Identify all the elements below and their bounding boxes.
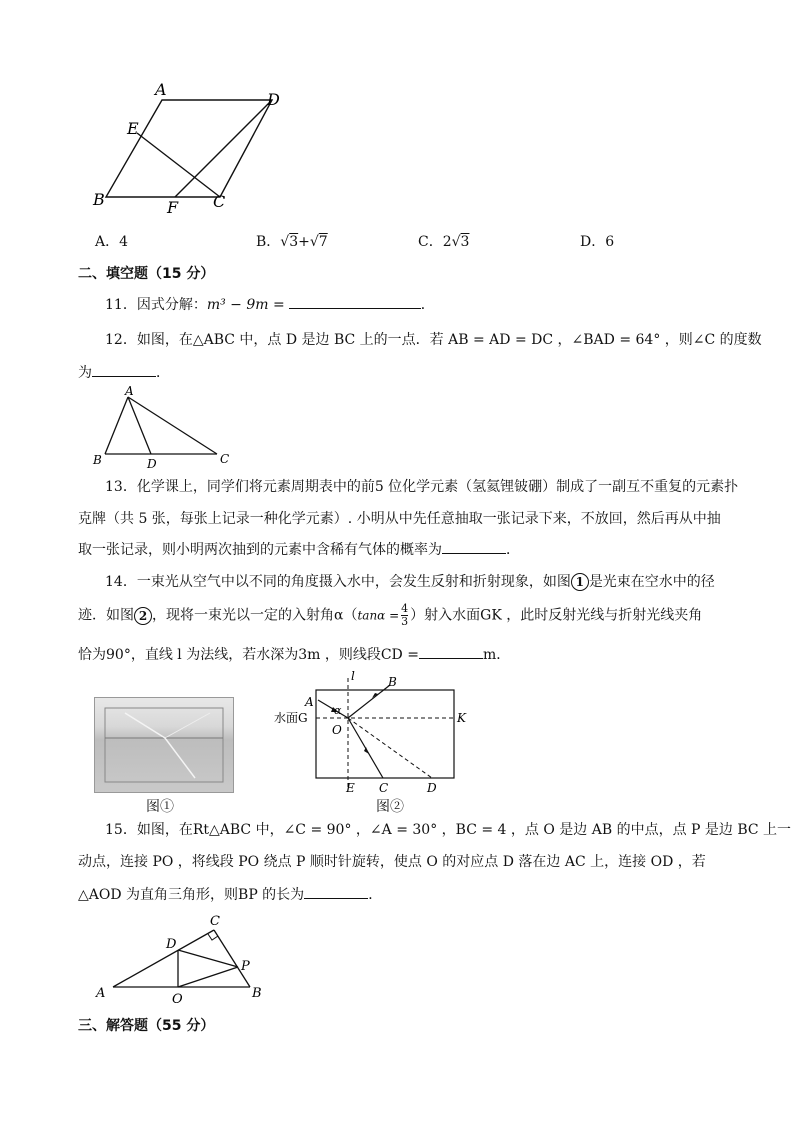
point-B-label: B xyxy=(388,675,397,689)
question-14-line1 xyxy=(105,572,715,592)
point-F-label: F xyxy=(167,198,179,215)
choice-c xyxy=(418,232,469,252)
point-E-label: E xyxy=(127,119,139,138)
q14-line1b: 是光束在空水中的径 xyxy=(588,574,715,590)
question-15-line3 xyxy=(78,884,382,905)
choice-b-plus: + xyxy=(298,234,310,250)
point-O-label: O xyxy=(172,992,183,1007)
q15-figure xyxy=(90,910,280,1010)
sqrt-sign: √ xyxy=(280,234,290,250)
section-3-title: 三、解答题（55 分） xyxy=(78,1018,215,1034)
point-A-label: A xyxy=(125,385,134,398)
q11-expression: m³ − 9m = xyxy=(206,297,285,313)
q14-line3-end: m． xyxy=(482,647,511,663)
point-P-label: P xyxy=(241,959,250,974)
sqrt-sign: √ xyxy=(309,234,319,250)
choice-c-label: C．2 xyxy=(418,234,452,250)
point-C-label: C xyxy=(210,914,220,929)
q14-photo xyxy=(94,697,234,793)
point-C-label: C xyxy=(379,781,389,795)
q11-text: 11．因式分解： xyxy=(105,297,207,313)
point-C-label: C xyxy=(220,452,230,466)
q14-answer-blank[interactable] xyxy=(419,644,483,659)
point-A-label: A xyxy=(96,986,106,1001)
q14-line2c: ）射入水面GK ，此时反射光线与折射光线夹角 xyxy=(410,607,703,624)
normal-line-label: l xyxy=(351,669,355,683)
point-O-label: O xyxy=(332,723,342,737)
q11-answer-blank[interactable] xyxy=(289,294,421,309)
point-D-label: D xyxy=(166,937,177,952)
point-B-label: B xyxy=(252,986,262,1001)
q14-denominator: 3 xyxy=(401,615,409,628)
q12-figure xyxy=(88,385,248,470)
choice-b xyxy=(256,232,328,252)
question-14-line2 xyxy=(78,603,702,628)
choice-d: D．6 xyxy=(580,234,615,250)
circled-number-1: 1 xyxy=(571,573,589,591)
q14-figure1-caption: 图① xyxy=(146,799,174,815)
question-13-line2: 克牌（共 5 张，每张上记录一种化学元素）. 小明从中先任意抽取一张记录下来，不放回，然后再从中抽 xyxy=(78,511,721,527)
point-B-label: B xyxy=(93,190,105,209)
question-13-line1: 13．化学课上，同学们将元素周期表中的前5 位化学元素（氢氦锂铍硼）制成了一副互不重复的元素扑 xyxy=(105,479,739,495)
point-A-label: A xyxy=(305,695,314,709)
question-14-line3 xyxy=(78,644,510,665)
q10-figure xyxy=(85,75,295,215)
q12-line2-pre: 为 xyxy=(78,365,92,381)
q14-figure2 xyxy=(270,668,480,798)
choice-b-radicand2: 7 xyxy=(318,234,328,250)
q12-answer-blank[interactable] xyxy=(92,362,156,377)
q14-figure2-caption: 图② xyxy=(376,799,404,815)
q14-tan: tanα = xyxy=(357,608,400,623)
point-C-label: C xyxy=(213,192,226,211)
question-11 xyxy=(105,294,435,315)
q13-answer-blank[interactable] xyxy=(442,539,506,554)
question-12-line1: 12．如图，在△ABC 中，点 D 是边 BC 上的一点．若 AB = AD = DC ，∠BAD = 64° ，则∠C 的度数 xyxy=(105,332,762,348)
q13-line3-end: ． xyxy=(506,542,520,558)
point-E-label: E xyxy=(346,781,355,795)
q13-line3-pre: 取一张记录，则小明两次抽到的元素中含稀有气体的概率为 xyxy=(78,542,442,558)
angle-alpha-label: α xyxy=(334,704,342,717)
q14-line3-pre: 恰为90°，直线 l 为法线，若水深为3m ，则线段CD = xyxy=(78,647,419,663)
q14-line2b: ，现将一束光以一定的入射角α（ xyxy=(152,607,358,624)
water-surface-label: 水面G xyxy=(274,711,308,725)
point-A-label: A xyxy=(155,80,167,99)
question-15-line2: 动点，连接 PO ，将线段 PO 绕点 P 顺时针旋转，使点 O 的对应点 D 落在边 AC 上，连接 OD ，若 xyxy=(78,854,706,870)
q14-line2a: 迹．如图 xyxy=(78,607,134,624)
point-D-label: D xyxy=(267,90,280,109)
question-15-line1: 15．如图，在Rt△ABC 中，∠C = 90° ，∠A = 30° ，BC = 4 ，点 O 是边 AB 的中点，点 P 是边 BC 上一 xyxy=(105,822,792,838)
q14-fraction xyxy=(401,603,408,628)
question-12-line2 xyxy=(78,362,170,383)
q12-line2-end: ． xyxy=(156,365,170,381)
choice-a: A．4 xyxy=(95,234,129,250)
section-2-title: 二、填空题（15 分） xyxy=(78,266,215,282)
tank-illustration xyxy=(95,698,233,792)
point-D-label: D xyxy=(147,457,157,470)
point-B-label: B xyxy=(93,453,102,467)
q14-line1a: 14．一束光从空气中以不同的角度摄入水中，会发生反射和折射现象，如图 xyxy=(105,574,571,590)
point-K-label: K xyxy=(457,711,466,725)
question-13-line3 xyxy=(78,539,520,560)
q15-answer-blank[interactable] xyxy=(304,884,368,899)
choice-b-label: B． xyxy=(256,234,281,250)
sqrt-sign: √ xyxy=(451,234,461,250)
circled-number-2: 2 xyxy=(134,607,152,625)
q15-line3-pre: △AOD 为直角三角形，则BP 的长为 xyxy=(78,887,305,903)
q11-end: ． xyxy=(420,297,435,313)
q15-line3-end: ． xyxy=(368,887,383,903)
choice-b-radicand1: 3 xyxy=(289,234,299,250)
q14-numerator: 4 xyxy=(401,602,409,615)
point-D-label: D xyxy=(427,781,437,795)
choice-c-radicand: 3 xyxy=(460,234,470,250)
